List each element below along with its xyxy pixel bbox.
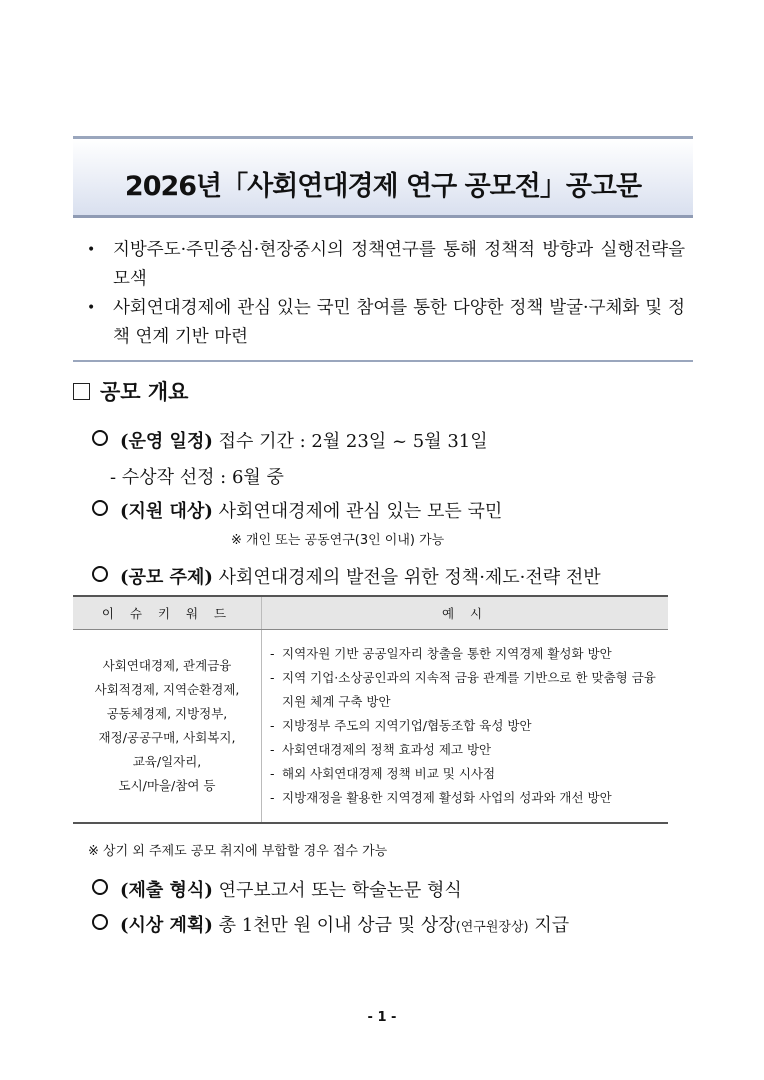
award-label: (시상 계획) [120,915,213,936]
keyword-line: 도시/마을/참여 등 [118,778,216,793]
award-text: 총 1천만 원 이내 상금 및 상장 [218,915,456,936]
title-banner [73,136,693,218]
example-text: 해외 사회연대경제 정책 비교 및 시사점 [282,766,496,781]
example-cell [262,630,669,824]
keyword-line: 재정/공공구매, 사회복지, [98,730,236,745]
keyword-line: 사회연대경제, 관계금융 [102,658,232,673]
award-tail: 지급 [534,915,570,936]
target-label: (지원 대상) [120,501,213,522]
table-header: 예 시 [262,596,669,630]
intro-list [85,236,685,352]
example-text: 지역자원 기반 공공일자리 창출을 통한 지역경제 활성화 방안 [282,646,612,661]
table-note: ※ 상기 외 주제도 공모 취지에 부합할 경우 접수 가능 [88,844,388,859]
page-number: - 1 - [367,1010,397,1025]
bullet-icon: • [87,242,96,258]
schedule-line [92,427,488,453]
schedule-label: (운영 일정) [120,431,213,452]
example-item: - 지방정부 주도의 지역기업/협동조합 육성 방안 [270,718,532,733]
submission-line [92,876,462,902]
schedule-sub: - 수상작 선정 : 6월 중 [110,467,284,488]
keyword-table [73,595,668,824]
intro-divider [73,360,693,362]
example-text: 사회연대경제의 정책 효과성 제고 방안 [282,742,492,757]
keyword-line: 교육/일자리, [132,754,202,769]
circle-icon [92,879,108,895]
example-text: 지방정부 주도의 지역기업/협동조합 육성 방안 [282,718,532,733]
topic-text: 사회연대경제의 발전을 위한 정책·제도·전략 전반 [218,567,601,588]
intro-item [85,294,685,352]
section-title: 공모 개요 [100,380,189,404]
target-note: ※ 개인 또는 공동연구(3인 이내) 가능 [231,533,445,548]
intro-text: 지방주도·주민중심·현장중시의 정책연구를 통해 정책적 방향과 실행전략을 모색 [113,240,685,289]
topic-label: (공모 주제) [120,567,213,588]
circle-icon [92,500,108,516]
intro-item [85,236,685,294]
target-line [92,497,502,523]
page-title: 2026년「사회연대경제 연구 공모전」공고문 [124,171,642,202]
example-item: - 지역 기업·소상공인과의 지속적 금융 관계를 기반으로 한 맞춤형 금융지원 체계 구축 방안 [270,670,656,709]
keyword-cell [73,630,262,824]
square-icon [73,383,90,400]
section-heading [73,376,188,406]
table-header: 이 슈 키 워 드 [73,596,262,630]
target-text: 사회연대경제에 관심 있는 모든 국민 [218,501,503,522]
circle-icon [92,430,108,446]
table-header-row [73,596,668,630]
keyword-line: 공동체경제, 지방정부, [106,706,228,721]
circle-icon [92,914,108,930]
keyword-line: 사회적경제, 지역순환경제, [94,682,240,697]
example-item: - 지역자원 기반 공공일자리 창출을 통한 지역경제 활성화 방안 [270,646,612,661]
example-item: - 사회연대경제의 정책 효과성 제고 방안 [270,742,492,757]
topic-line [92,563,601,589]
bullet-icon: • [87,300,96,316]
schedule-text: 접수 기간 : 2월 23일 ~ 5월 31일 [218,431,488,452]
award-paren: (연구원장상) [455,920,529,935]
submission-text: 연구보고서 또는 학술논문 형식 [218,880,462,901]
submission-label: (제출 형식) [120,880,213,901]
example-text: 지방재정을 활용한 지역경제 활성화 사업의 성과와 개선 방안 [282,790,612,805]
circle-icon [92,566,108,582]
intro-text: 사회연대경제에 관심 있는 국민 참여를 통한 다양한 정책 발굴·구체화 및 정책 연계 기반 마련 [113,298,685,347]
example-item: - 해외 사회연대경제 정책 비교 및 시사점 [270,766,496,781]
award-line [92,911,569,937]
table-row [73,630,668,824]
example-item: - 지방재정을 활용한 지역경제 활성화 사업의 성과와 개선 방안 [270,790,612,805]
example-text: 지역 기업·소상공인과의 지속적 금융 관계를 기반으로 한 맞춤형 금융지원 체계 구축 방안 [282,670,656,709]
